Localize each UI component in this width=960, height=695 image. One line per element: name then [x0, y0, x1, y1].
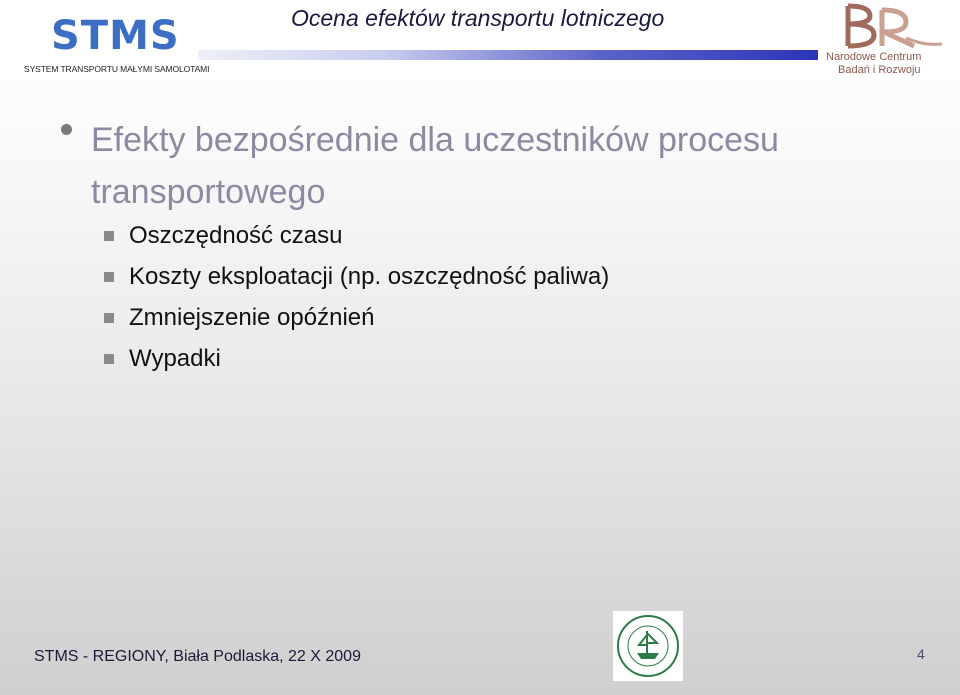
- footer-text: STMS - REGIONY, Biała Podlaska, 22 X 2009: [34, 648, 361, 665]
- stms-logo-mark: STMS: [51, 13, 180, 59]
- slide-title: Ocena efektów transportu lotniczego: [291, 5, 665, 31]
- ncbr-logo-line2: Badań i Rozwoju: [838, 64, 921, 76]
- square-bullet-icon: [104, 354, 114, 364]
- list-item-text: Wypadki: [129, 345, 221, 372]
- square-bullet-icon: [104, 272, 114, 282]
- ncbr-logo-line1: Narodowe Centrum: [826, 51, 922, 63]
- stms-logo: [24, 13, 210, 76]
- university-seal-icon: [613, 611, 683, 681]
- list-item-text: Oszczędność czasu: [129, 222, 343, 249]
- list-item-text: Koszty eksploatacji (np. oszczędność paliwa): [129, 263, 610, 290]
- ncbr-br-icon: [844, 2, 944, 50]
- slide-header: [0, 0, 960, 80]
- square-bullet-icon: [104, 231, 114, 241]
- page-number: 4: [917, 646, 925, 662]
- title-gradient-bar: [198, 50, 818, 60]
- ncbr-logo: [822, 2, 954, 78]
- heading-bullet-icon: [61, 124, 72, 135]
- bullet-heading: Efekty bezpośrednie dla uczestników procesu transportowego: [91, 121, 779, 211]
- stms-logo-subtitle: SYSTEM TRANSPORTU MAŁYMI SAMOLOTAMI: [24, 64, 210, 74]
- list-item-text: Zmniejszenie opóźnień: [129, 304, 375, 331]
- square-bullet-icon: [104, 313, 114, 323]
